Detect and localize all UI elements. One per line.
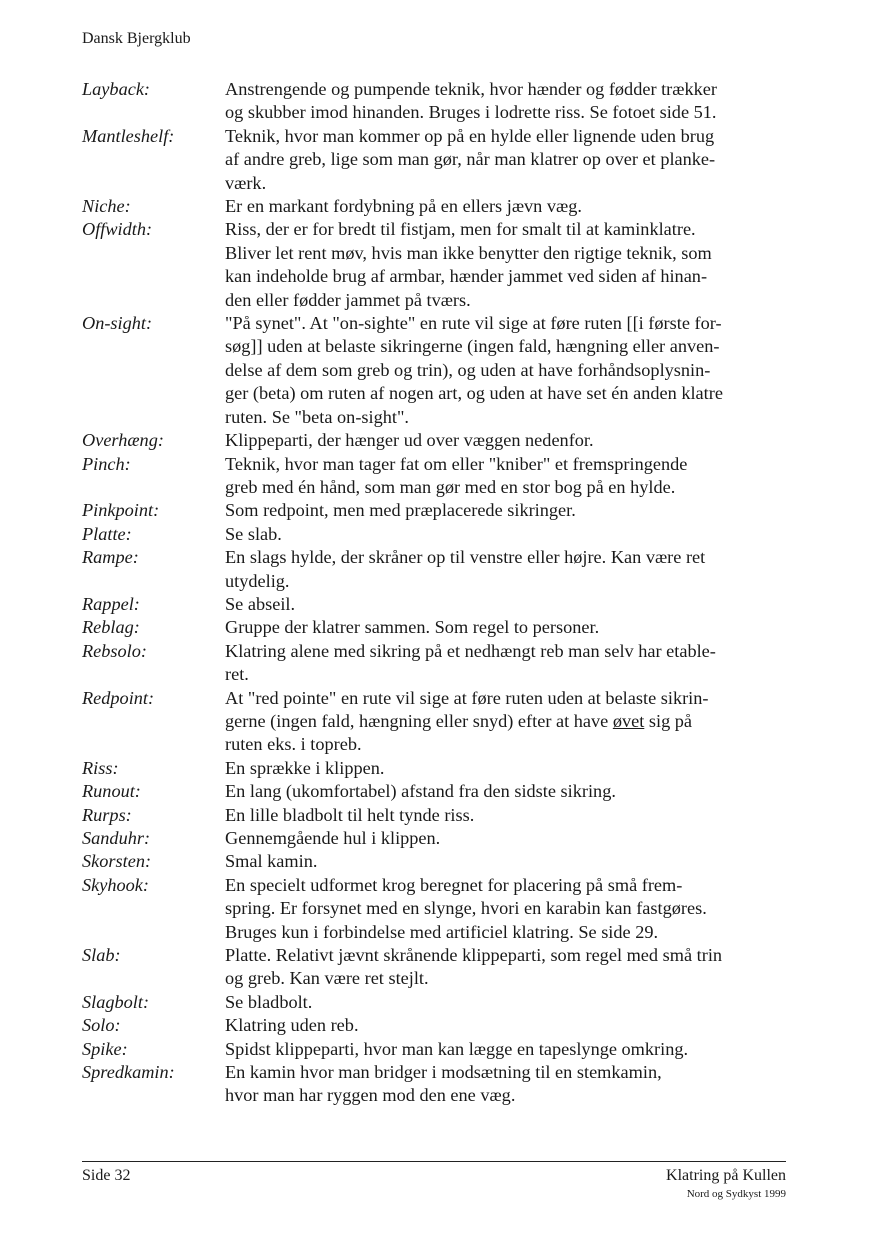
glossary-term: Redpoint:: [82, 687, 155, 708]
definition-line: En sprække i klippen.: [225, 757, 385, 778]
running-header: Dansk Bjergklub: [82, 30, 191, 47]
glossary-entry: [82, 523, 792, 546]
definition-line: spring. Er forsynet med en slynge, hvori en karabin kan fastgøres.: [225, 898, 707, 919]
glossary-entry: [82, 546, 792, 593]
glossary-entry: [82, 453, 792, 500]
glossary-term: Slab:: [82, 945, 121, 966]
definition-line: Spidst klippeparti, hvor man kan lægge en tapeslynge omkring.: [225, 1038, 689, 1059]
glossary-entry: [82, 780, 792, 803]
definition-line: kan indeholde brug af armbar, hænder jammet ved siden af hinan-: [225, 266, 708, 287]
glossary-term: Reblag:: [82, 617, 140, 638]
definition-line: af andre greb, lige som man gør, når man klatrer op over et planke-: [225, 149, 716, 170]
glossary-entry: [82, 195, 792, 218]
glossary-definition: [225, 687, 792, 757]
definition-line: den eller fødder jammet på tværs.: [225, 289, 471, 310]
glossary-definition: [225, 523, 792, 546]
glossary-term: Riss:: [82, 757, 119, 778]
definition-line: Klippeparti, der hænger ud over væggen nedenfor.: [225, 430, 594, 451]
glossary-term: Pinkpoint:: [82, 500, 160, 521]
glossary-definition: [225, 780, 792, 803]
glossary-definition: [225, 218, 792, 312]
glossary-definition: [225, 874, 792, 944]
glossary-definition: [225, 593, 792, 616]
glossary-entry: [82, 78, 792, 125]
glossary-definition: [225, 125, 792, 195]
book-title: Klatring på Kullen: [666, 1167, 786, 1184]
glossary-definition: [225, 757, 792, 780]
definition-line: søg]] uden at belaste sikringerne (ingen fald, hængning eller anven-: [225, 336, 720, 357]
definition-line: Anstrengende og pumpende teknik, hvor hænder og fødder trækker: [225, 79, 717, 99]
definition-line: En specielt udformet krog beregnet for placering på små frem-: [225, 874, 683, 895]
glossary-entry: [82, 218, 792, 312]
definition-line: Som redpoint, men med præplacerede sikringer.: [225, 500, 576, 521]
glossary-entry: [82, 125, 792, 195]
definition-line: Teknik, hvor man tager fat om eller "kniber" et fremspringende: [225, 453, 688, 474]
glossary-entry: [82, 687, 792, 757]
glossary-entry: [82, 874, 792, 944]
glossary-entry: [82, 850, 792, 873]
glossary-definition: [225, 991, 792, 1014]
definition-line: ger (beta) om ruten af nogen art, og uden at have set én anden klatre: [225, 383, 723, 404]
glossary-entry: [82, 991, 792, 1014]
glossary-entry: [82, 593, 792, 616]
glossary-term: Niche:: [82, 196, 131, 217]
glossary-term: Sanduhr:: [82, 828, 151, 848]
glossary-entry: [82, 1061, 792, 1108]
glossary-term: Runout:: [82, 781, 141, 802]
glossary-term: Layback:: [82, 79, 151, 99]
definition-line: ret.: [225, 664, 249, 685]
glossary-term: Rampe:: [82, 547, 139, 568]
glossary-definition: [225, 944, 792, 991]
glossary-definition: [225, 616, 792, 639]
glossary-entry: [82, 312, 792, 429]
glossary-definition: [225, 546, 792, 593]
definition-line: Se slab.: [225, 523, 282, 544]
definition-line: Platte. Relativt jævnt skrånende klippeparti, som regel med små trin: [225, 945, 723, 966]
definition-line: greb med én hånd, som man gør med en stor bog på en hylde.: [225, 476, 676, 497]
page-number: Side 32: [82, 1167, 131, 1184]
definition-line: "På synet". At "on-sighte" en rute vil sige at føre ruten [[i første for-: [225, 313, 722, 334]
glossary-term: Rappel:: [82, 593, 140, 614]
definition-line: og greb. Kan være ret stejlt.: [225, 968, 429, 989]
definition-line: delse af dem som greb og trin), og uden at have forhåndsoplysnin-: [225, 359, 711, 380]
glossary-term: Platte:: [82, 523, 132, 544]
glossary-definition: [225, 640, 792, 687]
definition-line: Teknik, hvor man kommer op på en hylde eller lignende uden brug: [225, 125, 715, 146]
definition-line: Er en markant fordybning på en ellers jævn væg.: [225, 196, 582, 217]
definition-line: Bliver let rent møv, hvis man ikke benytter den rigtige teknik, som: [225, 242, 712, 263]
definition-line: Smal kamin.: [225, 851, 318, 872]
glossary-entry: [82, 1014, 792, 1037]
glossary-term: Rebsolo:: [82, 640, 147, 661]
footer-divider: [82, 1161, 786, 1162]
glossary-term: Rurps:: [82, 804, 132, 825]
glossary-definition: [225, 1038, 792, 1061]
glossary-definition: [225, 827, 792, 850]
definition-line: og skubber imod hinanden. Bruges i lodrette riss. Se fotoet side 51.: [225, 102, 717, 123]
definition-line: Se abseil.: [225, 593, 296, 614]
definition-line: Riss, der er for bredt til fistjam, men for smalt til at kaminklatre.: [225, 219, 696, 240]
glossary-definition: [225, 1014, 792, 1037]
glossary-term: Skyhook:: [82, 874, 149, 895]
glossary-definition: [225, 499, 792, 522]
glossary-entry: [82, 827, 792, 850]
glossary-entry: [82, 804, 792, 827]
definition-line: hvor man har ryggen mod den ene væg.: [225, 1085, 516, 1106]
definition-line: En kamin hvor man bridger i modsætning til en stemkamin,: [225, 1062, 662, 1083]
underlined-text: øvet: [612, 710, 645, 731]
definition-line: Se bladbolt.: [225, 991, 313, 1012]
glossary-entry: [82, 640, 792, 687]
glossary-entry: [82, 616, 792, 639]
definition-line: Bruges kun i forbindelse med artificiel klatring. Se side 29.: [225, 921, 659, 942]
glossary-term: Spredkamin:: [82, 1062, 175, 1083]
definition-line: Klatring alene med sikring på et nedhængt reb man selv har etable-: [225, 640, 716, 661]
definition-line: Gennemgående hul i klippen.: [225, 828, 441, 848]
glossary-term: Spike:: [82, 1038, 128, 1059]
glossary-term: Offwidth:: [82, 219, 153, 240]
definition-line: ruten. Se "beta on-sight".: [225, 406, 409, 427]
definition-line: Klatring uden reb.: [225, 1015, 359, 1036]
definition-line: værk.: [225, 172, 267, 193]
glossary-term: Solo:: [82, 1015, 121, 1036]
glossary-entry: [82, 944, 792, 991]
definition-line: En slags hylde, der skråner op til venstre eller højre. Kan være ret: [225, 547, 706, 568]
glossary-definition: [225, 804, 792, 827]
glossary-term: Slagbolt:: [82, 991, 150, 1012]
glossary-entry: [82, 429, 792, 452]
glossary-entry: [82, 499, 792, 522]
glossary-definition: [225, 850, 792, 873]
definition-line: utydelig.: [225, 570, 290, 591]
glossary-entry: [82, 1038, 792, 1061]
glossary-definition: [225, 453, 792, 500]
book-subtitle: Nord og Sydkyst 1999: [686, 1188, 786, 1200]
glossary-term: Pinch:: [82, 453, 131, 474]
glossary-definition: [225, 78, 792, 125]
definition-line: En lang (ukomfortabel) afstand fra den sidste sikring.: [225, 781, 616, 802]
definition-line: En lille bladbolt til helt tynde riss.: [225, 804, 475, 825]
glossary-definition: [225, 312, 792, 429]
glossary-definition: [225, 195, 792, 218]
glossary-term: Mantleshelf:: [82, 125, 175, 146]
definition-line: Gruppe der klatrer sammen. Som regel to personer.: [225, 617, 600, 638]
glossary-term: Skorsten:: [82, 851, 152, 872]
glossary-term: Overhæng:: [82, 430, 164, 451]
definition-line: gerne (ingen fald, hængning eller snyd) efter at have øvet sig på: [225, 710, 693, 731]
glossary-entry: [82, 757, 792, 780]
glossary: [82, 78, 792, 1108]
glossary-definition: [225, 1061, 792, 1108]
glossary-term: On-sight:: [82, 313, 153, 334]
glossary-definition: [225, 429, 792, 452]
definition-line: ruten eks. i topreb.: [225, 734, 362, 755]
definition-line: At "red pointe" en rute vil sige at føre ruten uden at belaste sikrin-: [225, 687, 709, 708]
